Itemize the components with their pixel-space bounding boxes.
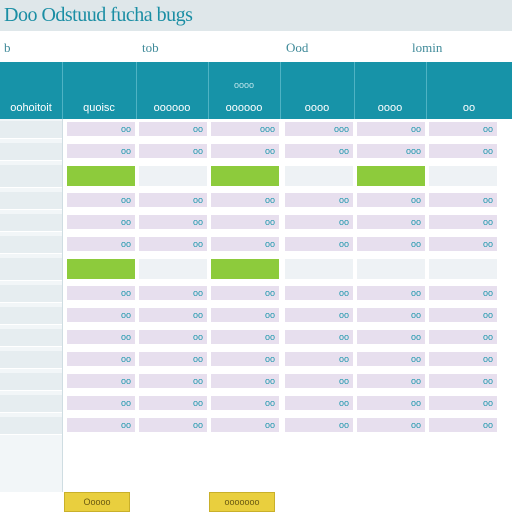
row-label[interactable]	[0, 143, 62, 161]
table-cell[interactable]: oo	[428, 329, 498, 345]
row-label[interactable]	[0, 192, 62, 210]
column-header[interactable]	[426, 62, 512, 119]
table-cell[interactable]	[138, 258, 208, 280]
table-cell[interactable]: oo	[356, 214, 426, 230]
row-label[interactable]	[0, 285, 62, 303]
table-cell[interactable]: oo	[138, 417, 208, 433]
table-cell[interactable]: oo	[138, 214, 208, 230]
row-label[interactable]	[0, 121, 62, 139]
row-label[interactable]	[0, 417, 62, 435]
table-cell[interactable]: oo	[138, 143, 208, 159]
table-cell[interactable]: oo	[138, 192, 208, 208]
table-cell[interactable]: oo	[428, 307, 498, 323]
table-cell[interactable]: oo	[356, 285, 426, 301]
table-cell[interactable]	[428, 165, 498, 187]
column-header-label: oooo	[304, 102, 330, 114]
table-cell[interactable]	[356, 258, 426, 280]
row-label[interactable]	[0, 307, 62, 325]
column-header-label: oooooo	[153, 102, 191, 114]
table-cell[interactable]: oo	[210, 373, 280, 389]
table-cell[interactable]: oo	[428, 285, 498, 301]
table-cell[interactable]: oo	[66, 417, 136, 433]
row-label[interactable]	[0, 214, 62, 232]
table-cell[interactable]: oo	[66, 373, 136, 389]
title-bar	[0, 0, 512, 31]
table-cell[interactable]	[428, 258, 498, 280]
table-cell[interactable]: oo	[356, 307, 426, 323]
highlighted-cell[interactable]	[210, 258, 280, 280]
column-letter[interactable]: lomin	[412, 40, 443, 55]
table-cell[interactable]: oo	[428, 236, 498, 252]
column-letter[interactable]: Ood	[286, 40, 309, 55]
table-cell[interactable]: oo	[356, 329, 426, 345]
table-cell[interactable]: oo	[356, 373, 426, 389]
row-label[interactable]	[0, 351, 62, 369]
table-cell[interactable]: oo	[284, 214, 354, 230]
table-cell[interactable]: oo	[210, 351, 280, 367]
highlighted-cell[interactable]	[210, 165, 280, 187]
table-cell[interactable]	[284, 258, 354, 280]
table-cell[interactable]: ooo	[356, 143, 426, 159]
table-cell[interactable]: oo	[284, 395, 354, 411]
table-cell[interactable]: oo	[428, 143, 498, 159]
table-cell[interactable]: oo	[284, 143, 354, 159]
sheet-tab-bar	[0, 492, 512, 512]
table-cell[interactable]: oo	[210, 395, 280, 411]
table-cell[interactable]: oo	[284, 285, 354, 301]
table-cell[interactable]: oo	[356, 395, 426, 411]
table-cell[interactable]: oo	[356, 236, 426, 252]
sheet-tab[interactable]: ooooooo	[209, 492, 275, 512]
table-cell[interactable]: oo	[66, 143, 136, 159]
table-cell[interactable]: oo	[210, 143, 280, 159]
column-header-label: oo	[462, 102, 476, 114]
table-cell[interactable]: oo	[356, 192, 426, 208]
table-cell[interactable]: oo	[66, 236, 136, 252]
sheet-tab[interactable]: Ooooo	[64, 492, 130, 512]
table-cell[interactable]: oo	[210, 236, 280, 252]
highlighted-cell[interactable]	[356, 165, 426, 187]
table-cell[interactable]: ooo	[210, 121, 280, 137]
column-header[interactable]	[280, 62, 355, 119]
column-header[interactable]	[0, 62, 63, 119]
data-grid	[64, 119, 512, 492]
table-cell[interactable]: oo	[428, 121, 498, 137]
table-cell[interactable]: oo	[66, 285, 136, 301]
column-letter[interactable]: b	[4, 40, 11, 55]
table-cell[interactable]: oo	[138, 351, 208, 367]
table-cell[interactable]: oo	[66, 121, 136, 137]
table-cell[interactable]: oo	[66, 351, 136, 367]
table-cell[interactable]: oo	[428, 395, 498, 411]
column-header[interactable]	[62, 62, 137, 119]
row-label[interactable]	[0, 329, 62, 347]
table-cell[interactable]: oo	[428, 351, 498, 367]
table-cell[interactable]: oo	[428, 192, 498, 208]
row-label[interactable]	[0, 373, 62, 391]
table-cell[interactable]: oo	[284, 236, 354, 252]
table-cell[interactable]: oo	[428, 373, 498, 389]
table-cell[interactable]: oo	[210, 285, 280, 301]
table-cell[interactable]: oo	[428, 417, 498, 433]
table-cell[interactable]: oo	[284, 373, 354, 389]
row-label[interactable]	[0, 236, 62, 254]
table-cell[interactable]	[284, 165, 354, 187]
column-header[interactable]	[136, 62, 209, 119]
window-title: Doo Odstuud fucha bugs	[4, 4, 193, 26]
column-letter-bar	[0, 32, 512, 63]
row-label[interactable]	[0, 395, 62, 413]
table-cell[interactable]: oo	[284, 417, 354, 433]
table-cell[interactable]: oo	[210, 417, 280, 433]
table-cell[interactable]: oo	[210, 329, 280, 345]
column-header-sublabel: oooo	[233, 80, 255, 90]
table-cell[interactable]: oo	[138, 329, 208, 345]
table-cell[interactable]: oo	[138, 121, 208, 137]
table-cell[interactable]: ooo	[284, 121, 354, 137]
column-letter[interactable]: tob	[142, 40, 159, 55]
highlighted-cell[interactable]	[66, 165, 136, 187]
table-cell[interactable]: oo	[138, 307, 208, 323]
table-cell[interactable]: oo	[356, 417, 426, 433]
table-cell[interactable]: oo	[66, 395, 136, 411]
table-cell[interactable]: oo	[428, 214, 498, 230]
table-cell[interactable]: oo	[210, 192, 280, 208]
row-label-column	[0, 119, 63, 492]
table-cell[interactable]: oo	[284, 307, 354, 323]
table-cell[interactable]: oo	[138, 395, 208, 411]
table-cell[interactable]: oo	[284, 351, 354, 367]
column-header[interactable]	[354, 62, 427, 119]
column-header-label: oooooo	[225, 102, 263, 114]
row-label[interactable]	[0, 165, 62, 188]
table-cell[interactable]: oo	[66, 192, 136, 208]
table-cell[interactable]: oo	[138, 373, 208, 389]
table-cell[interactable]: oo	[138, 236, 208, 252]
table-cell[interactable]: oo	[356, 121, 426, 137]
table-cell[interactable]: oo	[66, 214, 136, 230]
table-cell[interactable]: oo	[66, 329, 136, 345]
row-label[interactable]	[0, 258, 62, 281]
table-cell[interactable]	[138, 165, 208, 187]
column-header-label: oohoitoit	[10, 102, 52, 114]
column-header-label: quoisc	[83, 102, 115, 114]
table-header	[0, 62, 512, 119]
table-cell[interactable]: oo	[210, 307, 280, 323]
table-cell[interactable]: oo	[356, 351, 426, 367]
table-cell[interactable]: oo	[66, 307, 136, 323]
table-cell[interactable]: oo	[138, 285, 208, 301]
column-header[interactable]	[208, 62, 281, 119]
table-cell[interactable]: oo	[210, 214, 280, 230]
table-cell[interactable]: oo	[284, 192, 354, 208]
table-cell[interactable]: oo	[284, 329, 354, 345]
highlighted-cell[interactable]	[66, 258, 136, 280]
column-header-label: oooo	[377, 102, 403, 114]
